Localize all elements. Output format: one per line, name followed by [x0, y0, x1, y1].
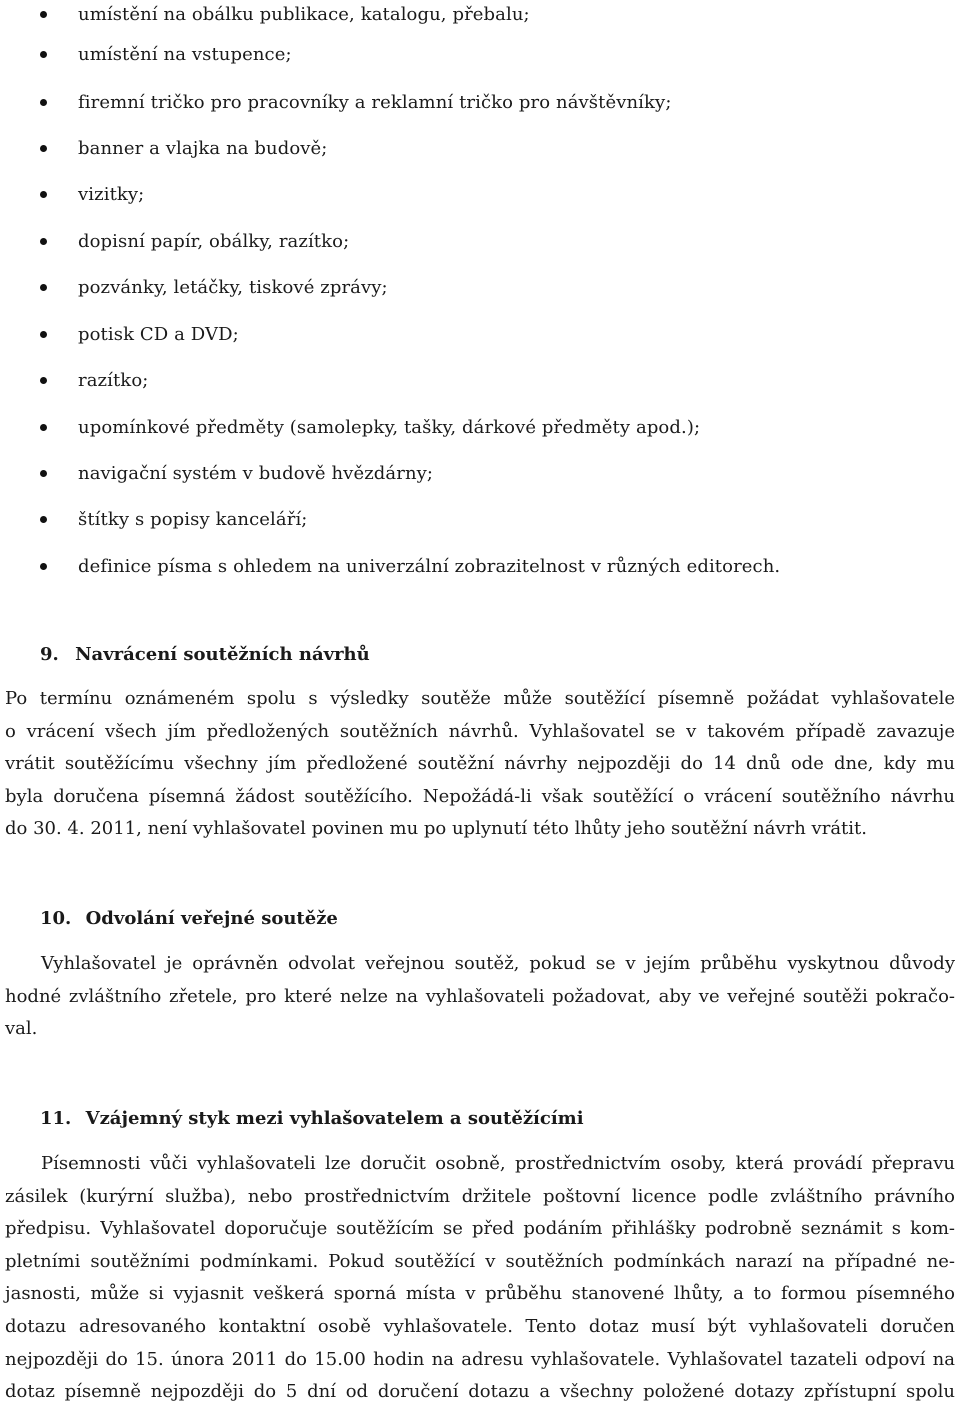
section-10-heading — [40, 904, 338, 934]
section-9-paragraph — [5, 683, 955, 846]
paragraph-line: val. — [5, 1018, 38, 1040]
list-item-text: umístění na vstupence; — [78, 44, 292, 65]
section-11-heading — [40, 1104, 584, 1134]
bullet-icon — [40, 284, 47, 291]
paragraph-line: hodné zvláštního zřetele, pro které nelze na vyhlašovateli požadovat, aby ve veřejné soutěži pokračo- — [5, 985, 955, 1007]
list-item-text: pozvánky, letáčky, tiskové zprávy; — [78, 277, 388, 298]
list-item — [0, 0, 960, 30]
paragraph-line: nejpozději do 15. února 2011 do 15.00 hodin na adresu vyhlašovatele. Vyhlašovatel tazateli odpoví na — [5, 1348, 955, 1370]
section-11-number: 11. — [40, 1108, 72, 1129]
list-item — [0, 273, 960, 303]
bullet-icon — [40, 99, 47, 106]
list-item-text: dopisní papír, obálky, razítko; — [78, 231, 350, 252]
list-item — [0, 227, 960, 257]
bullet-icon — [40, 191, 47, 198]
list-item — [0, 505, 960, 535]
paragraph-line: o vrácení všech jím předložených soutěžních návrhů. Vyhlašovatel se v takovém případě zavazuje — [5, 720, 955, 742]
bullet-icon — [40, 424, 47, 431]
paragraph-line: Vyhlašovatel je oprávněn odvolat veřejnou soutěž, pokud se v jejím průběhu vyskytnou důvody — [41, 953, 955, 974]
bullet-icon — [40, 563, 47, 570]
list-item-text: definice písma s ohledem na univerzální zobrazitelnost v různých editorech. — [78, 556, 781, 577]
section-10-title: Odvolání veřejné soutěže — [85, 908, 338, 929]
list-item — [0, 40, 960, 70]
list-item — [0, 413, 960, 443]
list-item — [0, 180, 960, 210]
paragraph-line: vrátit soutěžícímu všechny jím předložené soutěžní návrhy nejpozději do 14 dnů ode dne, kdy mu — [5, 753, 955, 775]
list-item — [0, 459, 960, 489]
list-item-text: navigační systém v budově hvězdárny; — [78, 463, 434, 484]
list-item — [0, 552, 960, 582]
list-item-text: upomínkové předměty (samolepky, tašky, dárkové předměty apod.); — [78, 417, 701, 438]
section-9-title: Navrácení soutěžních návrhů — [75, 644, 370, 665]
section-10-number: 10. — [40, 908, 72, 929]
section-11-title: Vzájemný styk mezi vyhlašovatelem a soutěžícími — [85, 1108, 584, 1129]
bullet-icon — [40, 145, 47, 152]
bullet-icon — [40, 51, 47, 58]
list-item-text: vizitky; — [78, 184, 145, 205]
list-item — [0, 366, 960, 396]
bullet-icon — [40, 11, 47, 18]
bullet-icon — [40, 331, 47, 338]
list-item — [0, 134, 960, 164]
list-item-text: firemní tričko pro pracovníky a reklamní tričko pro návštěvníky; — [78, 92, 672, 113]
section-9-heading — [40, 640, 370, 670]
bullet-icon — [40, 238, 47, 245]
paragraph-line: do 30. 4. 2011, není vyhlašovatel povinen mu po uplynutí této lhůty jeho soutěžní návrh vrátit. — [5, 818, 867, 840]
bullet-icon — [40, 377, 47, 384]
paragraph-line: Písemnosti vůči vyhlašovateli lze doručit osobně, prostřednictvím osoby, která provádí přepravu — [41, 1153, 955, 1174]
bullet-icon — [40, 470, 47, 477]
list-item-text: štítky s popisy kanceláří; — [78, 509, 308, 530]
paragraph-line: pletními soutěžními podmínkami. Pokud soutěžící v soutěžních podmínkách narazí na případné ne- — [5, 1250, 955, 1272]
list-item — [0, 320, 960, 350]
paragraph-line: byla doručena písemná žádost soutěžícího. Nepožádá-li však soutěžící o vrácení soutěžního návrhu — [5, 785, 955, 807]
paragraph-line: dotaz písemně nejpozději do 5 dní od doručení dotazu a všechny položené dotazy zpřístupní spolu — [5, 1381, 955, 1403]
list-item-text: umístění na obálku publikace, katalogu, přebalu; — [78, 4, 530, 25]
paragraph-line: dotazu adresovaného kontaktní osobě vyhlašovatele. Tento dotaz musí být vyhlašovateli doručen — [5, 1315, 955, 1337]
paragraph-line: jasnosti, může si vyjasnit veškerá sporná místa v průběhu stanovené lhůty, a to formou písemného — [5, 1283, 955, 1305]
list-item-text: potisk CD a DVD; — [78, 324, 239, 345]
section-9-number: 9. — [40, 644, 59, 665]
bullet-icon — [40, 516, 47, 523]
list-item-text: razítko; — [78, 370, 149, 391]
paragraph-line: Po termínu oznámeném spolu s výsledky soutěže může soutěžící písemně požádat vyhlašovatele — [5, 688, 955, 709]
list-item-text: banner a vlajka na budově; — [78, 138, 328, 159]
paragraph-line: předpisu. Vyhlašovatel doporučuje soutěžícím se před podáním přihlášky podrobně seznámit s kom- — [5, 1218, 955, 1240]
section-11-paragraph — [5, 1148, 955, 1409]
list-item — [0, 88, 960, 118]
section-10-paragraph — [5, 948, 955, 1046]
paragraph-line: zásilek (kurýrní služba), nebo prostřednictvím držitele poštovní licence podle zvláštního právního — [5, 1185, 955, 1207]
